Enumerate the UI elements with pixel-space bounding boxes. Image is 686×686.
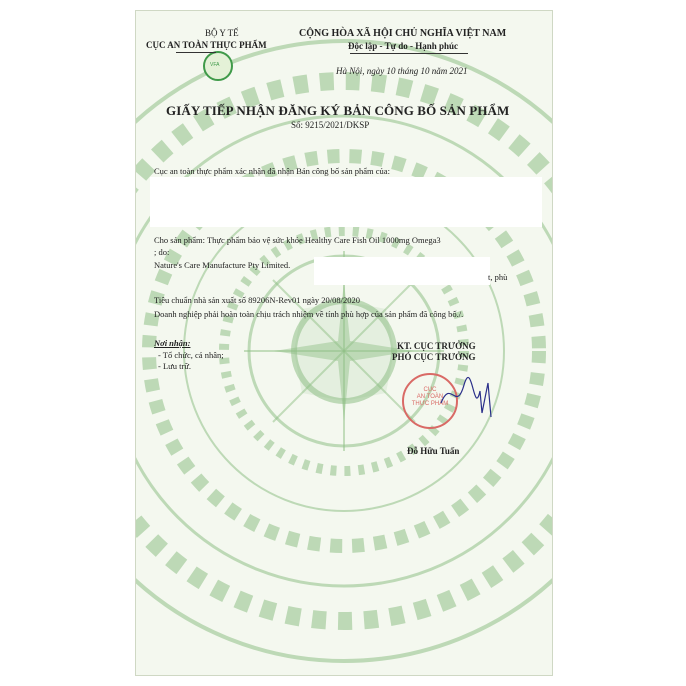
recipients-title: Nơi nhận:	[154, 338, 191, 348]
signer-name: Đỗ Hữu Tuấn	[407, 446, 460, 456]
stamp-line: CỤC	[423, 387, 437, 393]
recipient-item: - Tổ chức, cá nhân;	[158, 350, 224, 360]
signer-title-2: PHÓ CỤC TRƯỞNG	[392, 352, 476, 362]
body-line-standard: Tiêu chuẩn nhà sản xuất số 89206N-Rev01 ngày 20/08/2020	[154, 295, 361, 305]
stamp-line: THỰC PHẨM	[411, 401, 449, 407]
agency-name: CỤC AN TOÀN THỰC PHẨM	[146, 40, 267, 50]
republic-name: CỘNG HÒA XÃ HỘI CHỦ NGHĨA VIỆT NAM	[299, 28, 507, 39]
agency-underline	[176, 52, 216, 53]
handwritten-signature	[436, 373, 496, 423]
document-number: Số: 9215/2021/DKSP	[291, 120, 370, 130]
signer-title-1: KT. CỤC TRƯỞNG	[397, 341, 476, 351]
issue-date: Hà Nội, ngày 10 tháng 10 năm 2021	[336, 66, 468, 76]
body-line-maker-tail: t, phù	[488, 272, 508, 282]
redacted-applicant	[150, 177, 542, 227]
ministry-name: BỘ Y TẾ	[205, 28, 239, 38]
certificate-document	[135, 10, 553, 676]
redacted-address	[314, 257, 490, 285]
body-line-product: Cho sản phẩm: Thực phẩm bảo vệ sức khỏe Healthy Care Fish Oil 1000mg Omega3	[154, 235, 441, 245]
body-line-intro: Cục an toàn thực phẩm xác nhận đã nhận Bản công bố sản phẩm của:	[154, 166, 390, 176]
body-line-do: ; do:	[154, 247, 170, 257]
document-title: GIẤY TIẾP NHẬN ĐĂNG KÝ BẢN CÔNG BỐ SẢN PHẨM	[166, 103, 510, 118]
motto-underline	[350, 53, 468, 54]
body-line-maker: Nature's Care Manufacture Pty Limited.	[154, 260, 291, 270]
agency-logo: VFA	[203, 51, 233, 81]
stamp-line: AN TOÀN	[416, 394, 444, 400]
body-line-responsibility: Doanh nghiệp phải hoàn toàn chịu trách nhiệm về tính phù hợp của sản phẩm đã công bố./.	[154, 309, 464, 319]
recipient-item: - Lưu trữ.	[158, 361, 192, 371]
national-motto: Độc lập - Tự do - Hạnh phúc	[348, 41, 459, 51]
